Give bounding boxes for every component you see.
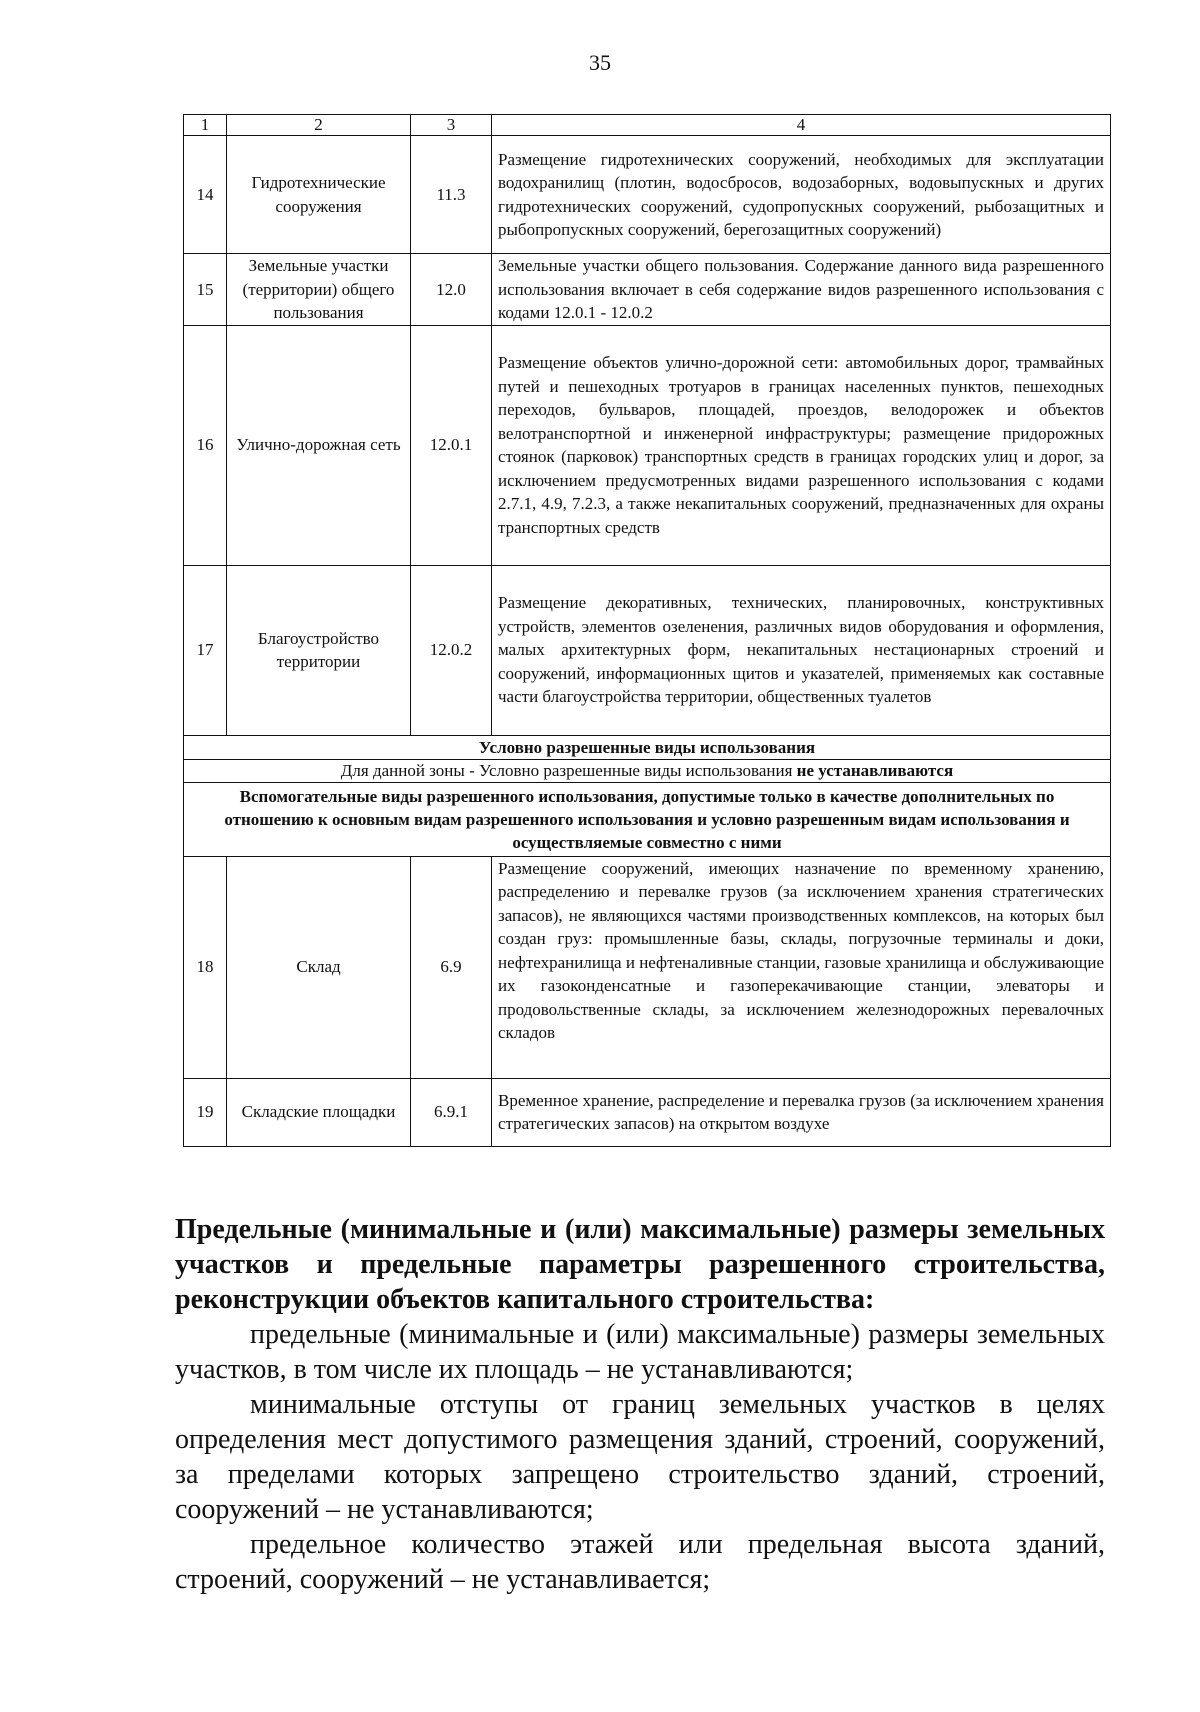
- conditional-note: [184, 759, 1111, 782]
- section-title-conditional: Условно разрешенные виды использования: [184, 735, 1111, 759]
- use-name: Склад: [227, 856, 411, 1078]
- table-row: [184, 254, 1111, 326]
- parameters-section: [175, 1212, 1105, 1597]
- use-name: Земельные участки (территории) общего пользования: [227, 254, 411, 326]
- table-row: [184, 565, 1111, 735]
- note-row: [184, 759, 1111, 782]
- section-title-auxiliary: Вспомогательные виды разрешенного использования, допустимые только в качестве дополнительных по отношению к основным видам разрешенного использования и условно разрешенным видам использования и осуществляемые совместно с ними: [184, 782, 1111, 856]
- use-code: 12.0.1: [411, 325, 492, 565]
- section-row: [184, 735, 1111, 759]
- use-description: Размещение сооружений, имеющих назначение по временному хранению, распределению и перевалке грузов (за исключением хранения стратегических запасов), не являющихся частями производственных комплексов, на которых был создан груз: промышленные базы, склады, погрузочные терминалы и доки, нефтехранилища и нефтеналивные станции, газовые хранилища и обслуживающие их газоконденсатные и газоперекачивающие станции, элеваторы и продовольственные склады, за исключением железнодорожных перевалочных складов: [492, 856, 1111, 1078]
- use-description: Размещение декоративных, технических, планировочных, конструктивных устройств, элементов озеленения, различных видов оборудования и оформления, малых архитектурных форм, некапитальных нестационарных строений и сооружений, информационных щитов и указателей, применяемых как составные части благоустройства территории, общественных туалетов: [492, 565, 1111, 735]
- conditional-note-prefix: Для данной зоны - Условно разрешенные виды использования: [340, 760, 793, 780]
- table-row: [184, 856, 1111, 1078]
- row-number: 15: [184, 254, 227, 326]
- section-row: [184, 782, 1111, 856]
- land-use-table: [183, 114, 1111, 1147]
- use-description: Временное хранение, распределение и перевалка грузов (за исключением хранения стратегических запасов) на открытом воздухе: [492, 1078, 1111, 1146]
- row-number: 18: [184, 856, 227, 1078]
- use-name: Улично-дорожная сеть: [227, 325, 411, 565]
- use-description: Размещение гидротехнических сооружений, необходимых для эксплуатации водохранилищ (плотин, водосбросов, водозаборных, водовыпускных и других гидротехнических сооружений, судопропускных сооружений, рыбозащитных и рыбопропускных сооружений, берегозащитных сооружений): [492, 136, 1111, 254]
- use-code: 12.0: [411, 254, 492, 326]
- table-row: [184, 1078, 1111, 1146]
- header-cell: 4: [492, 115, 1111, 136]
- header-cell: 1: [184, 115, 227, 136]
- header-cell: 2: [227, 115, 411, 136]
- table-row: [184, 325, 1111, 565]
- use-description: Земельные участки общего пользования. Содержание данного вида разрешенного использования включает в себя содержание видов разрешенного использования с кодами 12.0.1 - 12.0.2: [492, 254, 1111, 326]
- parameter-paragraph: предельные (минимальные и (или) максимальные) размеры земельных участков, в том числе их площадь – не устанавливаются;: [175, 1319, 1105, 1385]
- header-cell: 3: [411, 115, 492, 136]
- use-description: Размещение объектов улично-дорожной сети: автомобильных дорог, трамвайных путей и пешеходных тротуаров в границах населенных пунктов, пешеходных переходов, бульваров, площадей, проездов, велодорожек и объектов велотранспортной и инженерной инфраструктуры; размещение придорожных стоянок (парковок) транспортных средств в границах городских улиц и дорог, за исключением предусмотренных видами разрешенного использования с кодами 2.7.1, 4.9, 7.2.3, а также некапитальных сооружений, предназначенных для охраны транспортных средств: [492, 325, 1111, 565]
- use-name: Благоустройство территории: [227, 565, 411, 735]
- parameter-paragraph: предельное количество этажей или предельная высота зданий, строений, сооружений – не устанавливается;: [175, 1529, 1105, 1595]
- parameters-heading: Предельные (минимальные и (или) максимальные) размеры земельных участков и предельные параметры разрешенного строительства, реконструкции объектов капитального строительства:: [175, 1214, 1105, 1315]
- conditional-note-bold: не устанавливаются: [796, 760, 954, 780]
- row-number: 16: [184, 325, 227, 565]
- use-code: 6.9.1: [411, 1078, 492, 1146]
- use-code: 6.9: [411, 856, 492, 1078]
- parameter-paragraph: минимальные отступы от границ земельных участков в целях определения мест допустимого размещения зданий, строений, сооружений, за пределами которых запрещено строительство зданий, строений, сооружений – не устанавливаются;: [175, 1389, 1105, 1525]
- table-header-row: [184, 115, 1111, 136]
- row-number: 19: [184, 1078, 227, 1146]
- use-name: Складские площадки: [227, 1078, 411, 1146]
- row-number: 14: [184, 136, 227, 254]
- row-number: 17: [184, 565, 227, 735]
- table-row: [184, 136, 1111, 254]
- page-number: 35: [589, 50, 611, 75]
- use-code: 12.0.2: [411, 565, 492, 735]
- use-code: 11.3: [411, 136, 492, 254]
- use-name: Гидротехнические сооружения: [227, 136, 411, 254]
